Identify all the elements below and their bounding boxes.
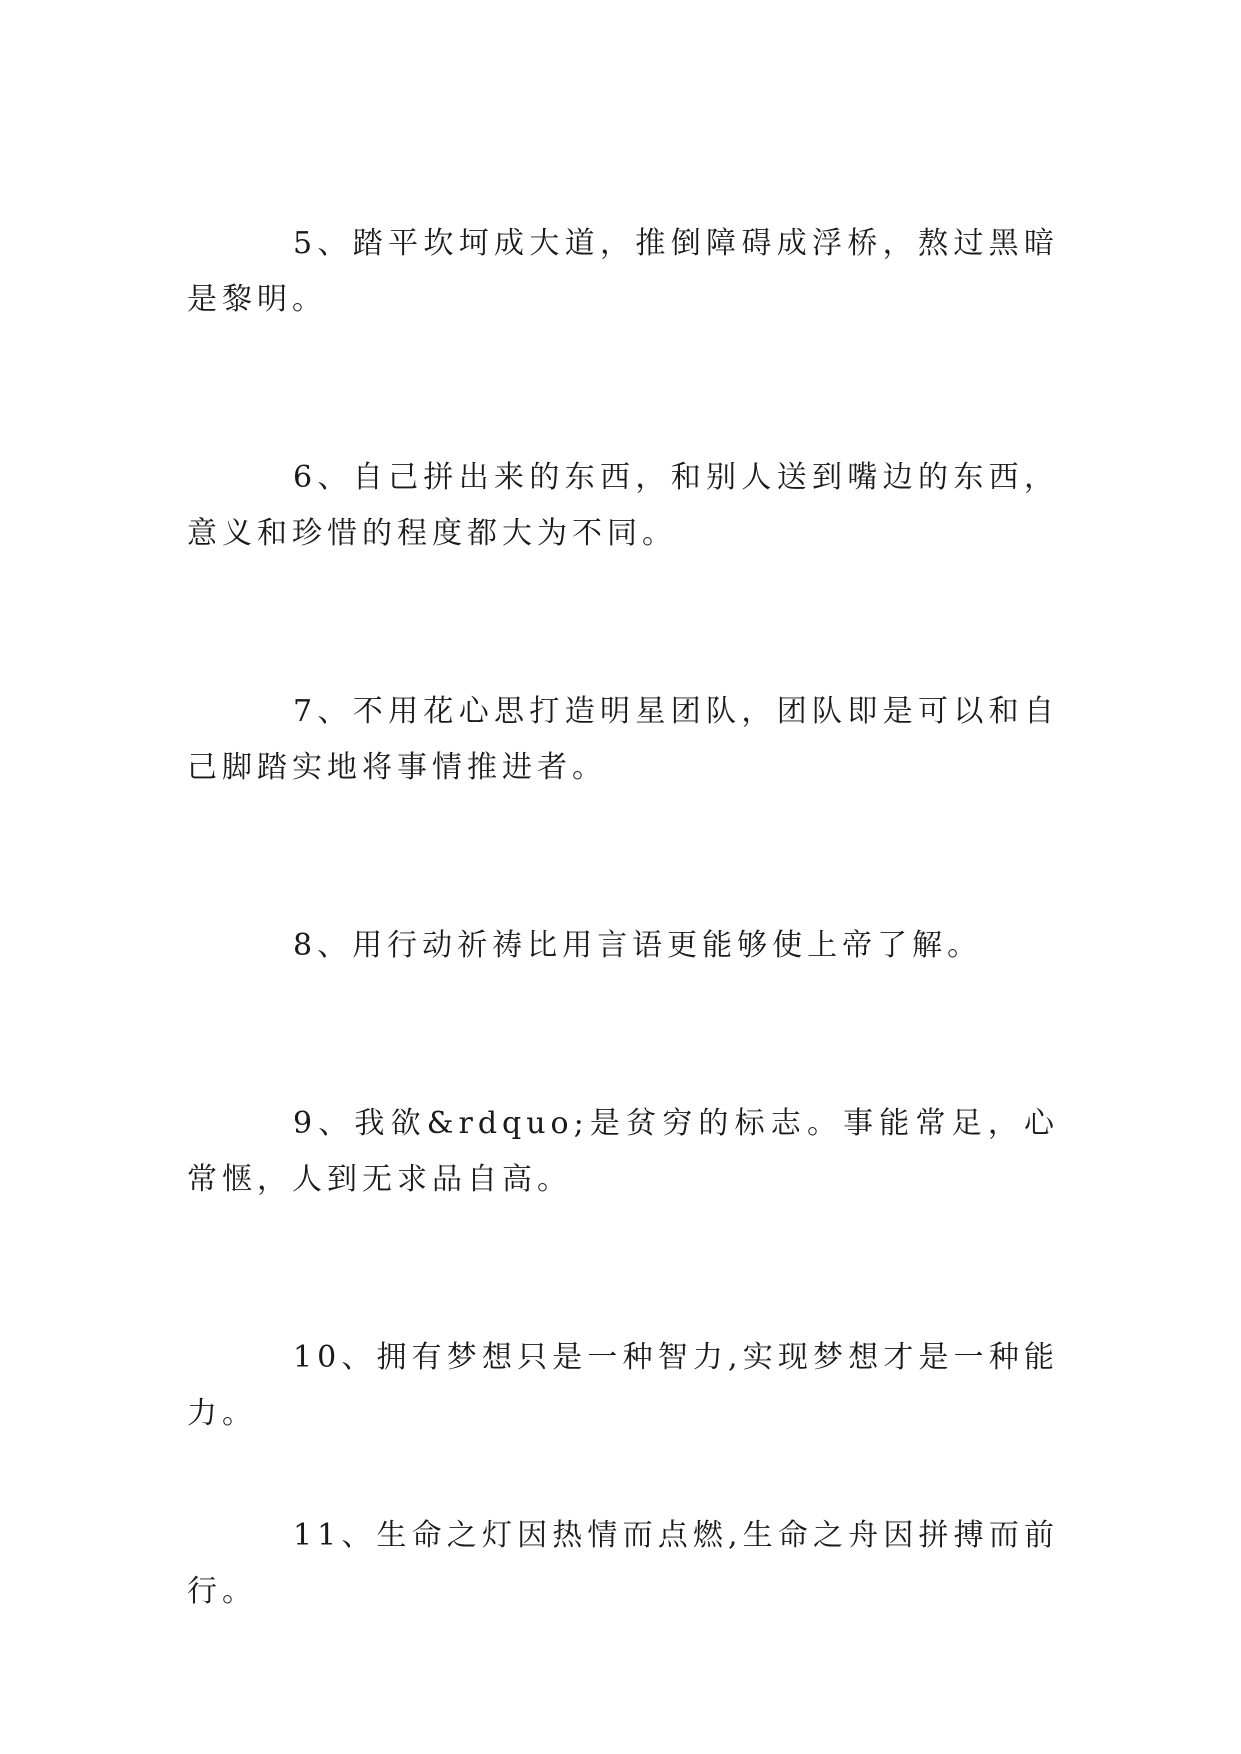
quote-paragraph-10: 10、拥有梦想只是一种智力,实现梦想才是一种能力。 — [187, 1340, 1059, 1431]
quote-paragraph-6: 6、自己拼出来的东西，和别人送到嘴边的东西，意义和珍惜的程度都大为不同。 — [187, 460, 1059, 551]
quote-paragraph-7: 7、不用花心思打造明星团队，团队即是可以和自己脚踏实地将事情推进者。 — [187, 694, 1059, 785]
quote-paragraph-8: 8、用行动祈祷比用言语更能够使上帝了解。 — [293, 928, 983, 963]
quote-paragraph-9: 9、我欲&rdquo;是贫穷的标志。事能常足，心常惬，人到无求品自高。 — [187, 1106, 1059, 1197]
quote-paragraph-5: 5、踏平坎坷成大道，推倒障碍成浮桥，熬过黑暗是黎明。 — [187, 226, 1059, 317]
quote-paragraph-11: 11、生命之灯因热情而点燃,生命之舟因拼搏而前行。 — [187, 1518, 1059, 1609]
